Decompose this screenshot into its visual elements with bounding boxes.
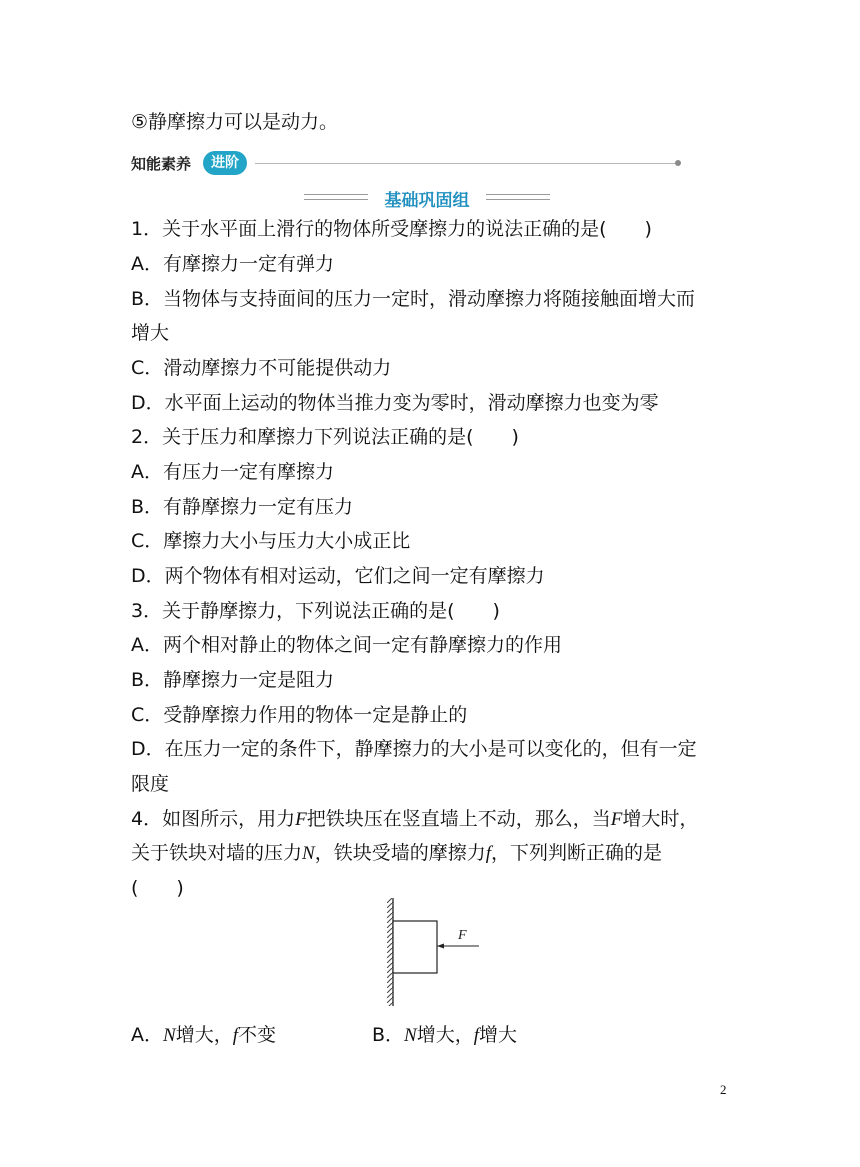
- q1-option-b: B．当物体与支持面间的压力一定时，滑动摩擦力将随接触面增大而: [131, 288, 696, 310]
- q2-option-d: D．两个物体有相对运动，它们之间一定有摩擦力: [131, 565, 545, 587]
- force-label: F: [458, 928, 467, 943]
- var-N: N: [302, 843, 315, 864]
- q3-option-a: A．两个相对静止的物体之间一定有静摩擦力的作用: [131, 634, 562, 656]
- section-rule-left: [304, 194, 368, 200]
- q4-stem-line1: 4．如图所示，用力F把铁块压在竖直墙上不动，那么，当F增大时，: [131, 808, 699, 830]
- var-F: F: [610, 809, 623, 830]
- q1-option-c: C．滑动摩擦力不可能提供动力: [131, 357, 392, 379]
- q4-stem-line3: ( ): [131, 877, 184, 899]
- page-number: 2: [720, 1082, 727, 1097]
- banner-rule: [255, 163, 677, 164]
- q3-option-b: B．静摩擦力一定是阻力: [131, 669, 335, 691]
- q1-stem: 1．关于水平面上滑行的物体所受摩擦力的说法正确的是( ): [131, 218, 652, 240]
- section-title: 基础巩固组: [384, 191, 470, 211]
- q3-option-c: C．受静摩擦力作用的物体一定是静止的: [131, 704, 468, 726]
- force-arrowhead: [437, 944, 444, 949]
- banner-dot: [675, 160, 681, 166]
- section-rule-right: [486, 194, 550, 200]
- var-F: F: [295, 809, 307, 830]
- q2-stem: 2．关于压力和摩擦力下列说法正确的是( ): [131, 426, 519, 448]
- banner-badge: 进阶: [203, 151, 247, 175]
- q1-option-d: D．水平面上运动的物体当推力变为零时，滑动摩擦力也变为零: [131, 392, 659, 414]
- section-banner: [131, 148, 681, 180]
- intro-line: ⑤静摩擦力可以是动力。: [131, 111, 339, 133]
- q2-option-a: A．有压力一定有摩擦力: [131, 461, 334, 483]
- banner-title: 知能素养: [131, 155, 192, 173]
- wall-hatch: [387, 898, 393, 1006]
- q3-option-d: D．在压力一定的条件下，静摩擦力的大小是可以变化的，但有一定: [131, 738, 697, 760]
- q3-option-d-cont: 限度: [131, 773, 170, 795]
- q1-option-a: A．有摩擦力一定有弹力: [131, 253, 334, 275]
- wall-block-figure: [372, 893, 487, 1013]
- q2-option-b: B．有静摩擦力一定有压力: [131, 496, 354, 518]
- q4-option-b: B．N增大，f增大: [372, 1024, 518, 1046]
- q3-stem: 3．关于静摩擦力，下列说法正确的是( ): [131, 600, 500, 622]
- iron-block: [393, 921, 437, 973]
- var-f: f: [485, 843, 491, 864]
- q4-stem-line2: 关于铁块对墙的压力N，铁块受墙的摩擦力f，下列判断正确的是: [131, 842, 663, 864]
- q2-option-c: C．摩擦力大小与压力大小成正比: [131, 530, 411, 552]
- q1-option-b-cont: 增大: [131, 322, 170, 344]
- section-header: [304, 186, 550, 210]
- q4-option-a: A．N增大，f不变: [131, 1024, 276, 1046]
